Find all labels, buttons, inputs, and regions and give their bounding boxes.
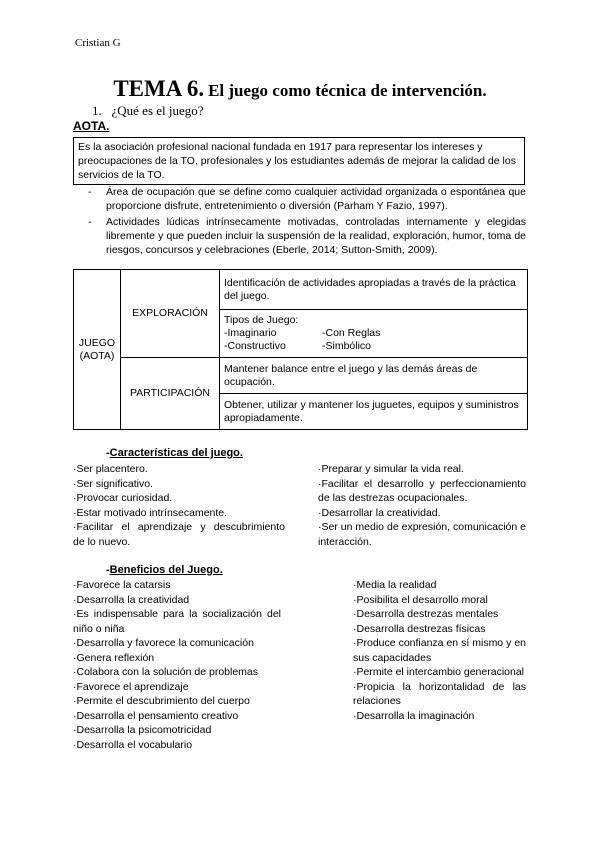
beneficios-heading — [106, 564, 223, 576]
heading-prefix: - — [106, 564, 110, 576]
list-item: ·Propicia la horizontalidad de las relaciones — [353, 680, 526, 707]
list-item: ·Ser un medio de expresión, comunicación e interacción. — [318, 521, 526, 548]
exploracion-desc: Identificación de actividades apropiadas a través de la práctica del juego. — [220, 270, 528, 310]
section-number: 1. — [92, 103, 102, 118]
tipo-item: -Simbólico — [322, 340, 372, 352]
list-item — [88, 185, 526, 213]
tipos-title: Tipos de Juego: — [224, 314, 299, 326]
juego-table — [73, 269, 528, 430]
bullet-text: Actividades lúdicas intrínsecamente motivadas, controladas internamente y elegidas libremente y que pueden incluir la suspensión de la realidad, exploración, humor, toma de riesgos, concursos y celebraciones (Eberle, 2014; Sutton-Smith, 2009). — [106, 216, 526, 256]
heading-title: Características del juego. — [109, 447, 243, 459]
list-item: ·Preparar y simular la vida real. — [318, 463, 464, 475]
tipo-item: -Con Reglas — [322, 327, 381, 339]
list-item: ·Es indispensable para la socialización del niño o niña — [73, 608, 281, 635]
list-item: ·Produce confianza en sí mismo y en sus capacidades — [353, 637, 526, 664]
list-item-cont: de lo nuevo. — [73, 535, 131, 548]
title-text: El juego como técnica de intervención. — [208, 81, 487, 100]
list-item: ·Colabora con la solución de problemas — [73, 666, 259, 678]
aota-label: AOTA. — [73, 119, 110, 133]
tipo-item: -Imaginario — [224, 327, 277, 339]
list-item: ·Ser significativo. — [73, 477, 153, 490]
table-main-label — [74, 270, 121, 430]
tipos-de-juego-cell — [220, 310, 528, 358]
list-item — [88, 215, 526, 257]
heading-prefix: - — [106, 447, 110, 459]
list-item: ·Ser placentero. — [73, 463, 148, 475]
main-label-line1: JUEGO — [78, 336, 116, 349]
list-item: ·Desarrollar la creatividad. — [318, 506, 441, 519]
caracteristicas-heading — [106, 447, 243, 459]
list-item: ·Permite el descubrimiento del cuerpo — [73, 695, 250, 707]
list-item: ·Desarrolla destrezas mentales — [353, 608, 499, 620]
caracteristicas-right — [318, 462, 526, 549]
tipos-row — [224, 327, 523, 340]
list-item: ·Desarrolla la creatividad — [73, 593, 190, 606]
aota-definition-box: Es la asociación profesional nacional fundada en 1917 para representar los intereses y preocupaciones de la TO, profesionales y los estudiantes además de mejorar la calidad de los servicios de la TO. — [73, 137, 525, 185]
list-item: ·Permite el intercambio generacional — [353, 666, 524, 678]
list-item: ·Genera reflexión — [73, 651, 155, 664]
tipos-row — [224, 340, 523, 353]
list-item: ·Facilitar el desarrollo y perfeccionamiento de las destrezas ocupacionales. — [318, 477, 526, 504]
list-item: ·Desarrolla el pensamiento creativo — [73, 709, 239, 722]
exploracion-label: EXPLORACIÓN — [121, 270, 220, 358]
main-label-line2: (AOTA) — [79, 349, 115, 362]
list-item: ·Estar motivado intrínsecamente. — [73, 506, 228, 519]
tipo-item: -Constructivo — [224, 340, 286, 352]
bullet-marker: - — [88, 186, 92, 198]
participacion-desc1: Mantener balance entre el juego y las demás áreas de ocupación. — [220, 358, 528, 394]
bullet-marker: - — [88, 216, 92, 228]
list-item: ·Facilitar el aprendizaje y descubrimiento — [73, 521, 285, 533]
list-item: ·Desarrolla el vocabulario — [73, 738, 193, 751]
aota-bullet-list — [88, 185, 526, 259]
list-item: ·Desarrolla la imaginación — [353, 709, 475, 722]
heading-title: Beneficios del Juego. — [109, 564, 223, 576]
participacion-label: PARTICIPACIÓN — [121, 358, 220, 430]
bullet-text: Área de ocupación que se define como cualquier actividad organizada o espontánea que proporcione disfrute, entretenimiento o diversión (Parham Y Fazio, 1997). — [106, 186, 526, 212]
list-item: ·Posibilita el desarrollo moral — [353, 593, 488, 606]
participacion-desc2: Obtener, utilizar y mantener los juguetes, equipos y suministros apropiadamente. — [220, 394, 528, 430]
list-item: ·Media la realidad — [353, 579, 437, 591]
list-item: ·Favorece el aprendizaje — [73, 680, 189, 693]
section-question: ¿Qué es el juego? — [111, 103, 204, 118]
beneficios-right — [353, 578, 526, 723]
list-item: ·Desarrolla y favorece la comunicación — [73, 637, 254, 649]
list-item: ·Favorece la catarsis — [73, 579, 171, 591]
list-item: ·Desarrolla la psicomotricidad — [73, 724, 212, 736]
title-number: TEMA 6. — [113, 76, 205, 101]
beneficios-left — [73, 578, 281, 752]
list-item: ·Provocar curiosidad. — [73, 492, 173, 504]
caracteristicas-left — [73, 462, 285, 549]
page-title — [0, 76, 600, 102]
section-heading — [92, 103, 204, 119]
list-item: ·Desarrolla destrezas físicas — [353, 622, 486, 635]
page-author: Cristian G — [75, 37, 121, 49]
